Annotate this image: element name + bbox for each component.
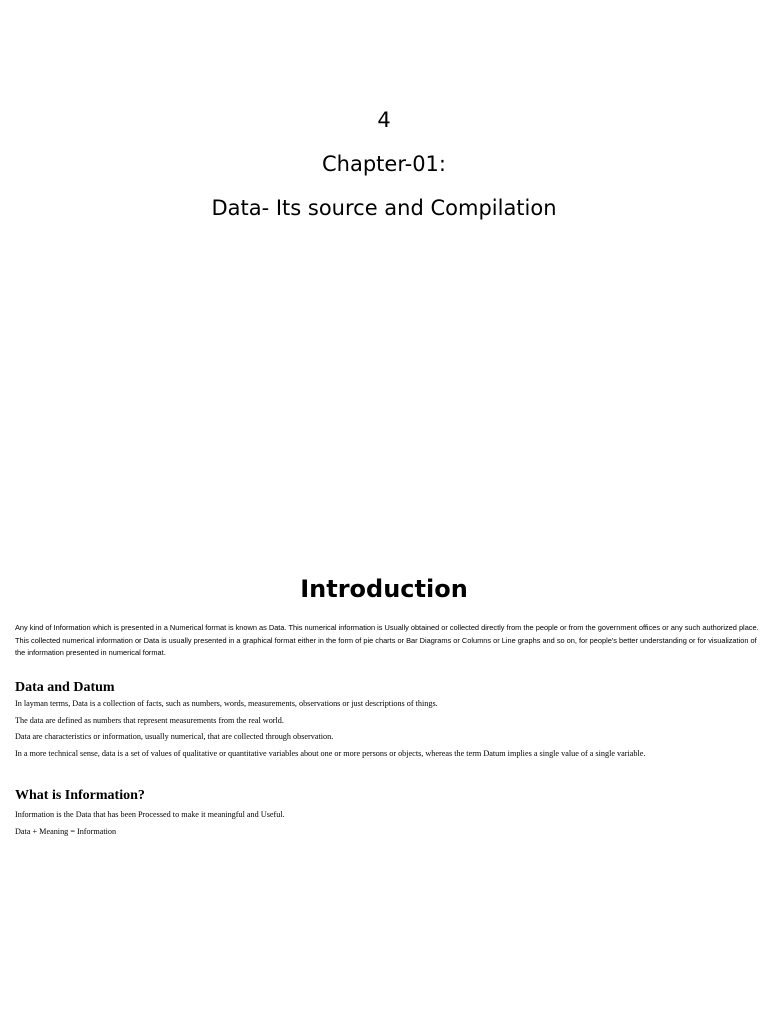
introduction-heading: Introduction xyxy=(300,575,468,603)
data-and-datum-line: In a more technical sense, data is a set of values of qualitative or quantitative variables about one or more persons or objects, whereas the term Datum implies a single value of a single variable. xyxy=(15,748,646,758)
what-is-information-heading: What is Information? xyxy=(15,788,145,803)
what-is-information-line: Data + Meaning = Information xyxy=(15,826,117,836)
introduction-paragraph: Any kind of Information which is presented in a Numerical format is known as Data. This numerical information is Usually obtained or collected directly from the people or from the government offices or any such authorized place. This collected numerical information or Data is usually presented in a graphical format either in the form of pie charts or Bar Diagrams or Columns or Line graphs and so on, for people's better understanding or for visualization of the information presented in numerical format. xyxy=(15,623,759,657)
what-is-information-line: Information is the Data that has been Processed to make it meaningful and Useful. xyxy=(15,810,285,819)
data-and-datum-lines xyxy=(15,700,760,766)
data-and-datum-line: Data are characteristics or information, usually numerical, that are collected through observation. xyxy=(15,732,334,741)
data-and-datum-line: In layman terms, Data is a collection of facts, such as numbers, words, measurements, observations or just descriptions of things. xyxy=(15,699,438,708)
chapter-title: Data- Its source and Compilation xyxy=(211,196,557,220)
data-and-datum-line: The data are defined as numbers that represent measurements from the real world. xyxy=(15,715,284,725)
data-and-datum-heading: Data and Datum xyxy=(15,680,115,695)
chapter-label: Chapter-01: xyxy=(322,152,446,176)
page-number: 4 xyxy=(377,108,391,132)
what-is-information-lines xyxy=(15,811,760,844)
